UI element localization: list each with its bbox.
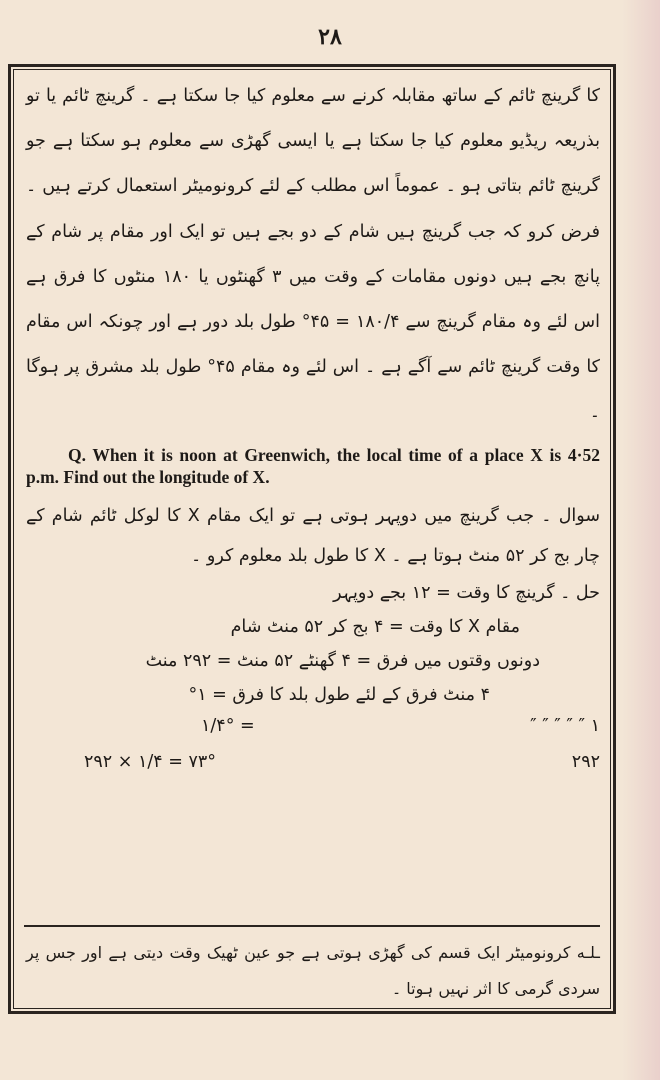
ditto-marks: ۱ ″ ″ ″ ″ ″ <box>530 715 600 736</box>
solution-block <box>26 576 600 784</box>
page-number: ۲۸ <box>318 24 342 50</box>
footnote: ـلـه کرونومیٹر ایک قسم کی گھڑی ہوتی ہے جو عین ٹھیک وقت دیتی ہے اور جس پر سردی گرمی کا اثر نہیں ہوتا ۔ <box>26 943 600 998</box>
solution-line-greenwich-time: حل ۔ گرینچ کا وقت = ۱۲ بجے دوپہر <box>333 582 600 603</box>
solution-line-time-difference: دونوں وقتوں میں فرق = ۴ گھنٹے ۵۲ منٹ = ۲۹۲ منٹ <box>145 650 540 671</box>
result-expression: ۲۹۲ × ١/۴ = ۷۳° <box>84 751 217 772</box>
solution-line-result <box>26 748 600 784</box>
fraction-quarter: ١/۴° = <box>201 715 255 736</box>
solution-line-ditto <box>26 712 600 748</box>
question-urdu: سوال ۔ جب گرینچ میں دوپہر ہوتی ہے تو ایک مقام X کا لوکل ٹائم شام کے چار بج کر ۵۲ منٹ ہوتا ہے ۔ X کا طول بلد معلوم کرو ۔ <box>26 505 600 566</box>
page-content <box>26 74 600 784</box>
solution-line-place-time: مقام X کا وقت = ۴ بج کر ۵۲ منٹ شام <box>230 616 520 637</box>
body-paragraph: کا گرینچ ٹائم کے ساتھ مقابلہ کرنے سے معلوم کیا جا سکتا ہے ۔ گرینچ ٹائم یا تو بذریعہ ریڈیو معلوم کیا جا سکتا ہے یا ایسی گھڑی سے معلوم ہو سکتا ہے جو گرینچ ٹائم بتاتی ہو ۔ عموماً اس مطلب کے لئے کرونومیٹر استعمال کرتے ہیں ۔ فرض کرو کہ جب گرینچ ہیں شام کے دو بجے ہیں تو ایک اور مقام پر شام کے پانچ بجے ہیں دونوں مقامات کے وقت میں ۳ گھنٹوں یا ۱۸۰ منٹوں کا فرق ہے اس لئے وہ مقام گرینچ سے ۱۸۰/۴ = ۴۵° طول بلد دور ہے اور چونکہ اس مقام کا وقت گرینچ ٹائم سے آگے ہے ۔ اس لئے وہ مقام ۴۵° طول بلد مشرق پر ہوگا ۔ <box>26 86 600 423</box>
page-edge-shading <box>622 0 660 1080</box>
footnote-divider <box>24 925 600 927</box>
question-english: Q. When it is noon at Greenwich, the local time of a place X is 4·52 p.m. Find out the longitude of X. <box>26 444 600 487</box>
solution-line-degree-per-minutes: ۴ منٹ فرق کے لئے طول بلد کا فرق = ۱° <box>188 684 490 705</box>
result-minutes: ۲۹۲ <box>571 751 600 772</box>
